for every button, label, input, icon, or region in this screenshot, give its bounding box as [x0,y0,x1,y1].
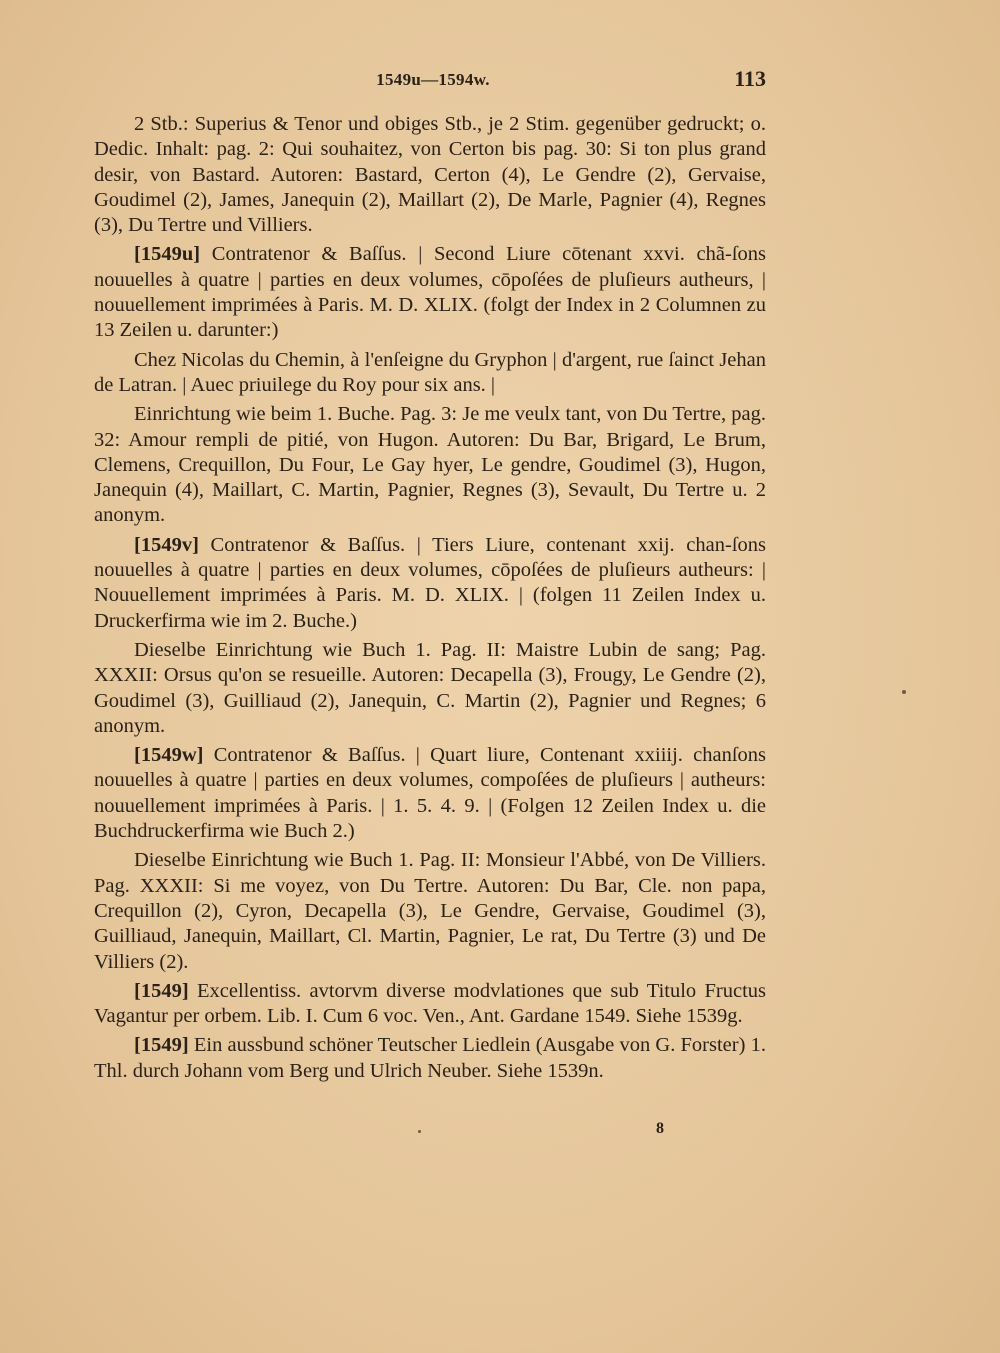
paragraph-text: Chez Nicolas du Chemin, à l'enſeigne du Gryphon | d'argent, rue ſainct Jehan de Latran. | Auec priuilege du Roy pour six ans. | [94,348,766,396]
paragraph-text: Contratenor & Baſſus. | Quart liure, Contenant xxiiij. chanſons nouuelles à quatre | parties en deux volumes, compoſées de pluſieurs | autheurs: nouuellement imprimées à Paris. | 1. 5. 4. 9. | (Folgen 12 Zeilen Index u. die Buchdruckerfirma wie Buch 2.) [94,744,767,843]
paragraph-text: 2 Stb.: Superius & Tenor und obiges Stb., je 2 Stim. gegenüber gedruckt; o. Dedic. Inhalt: pag. 2: Qui souhaitez, von Certon bis pag. 30: Si ton plus grand desir, von Bastard. Autoren: Bastard, Certon (4), Le Gendre (2), Gervaise, Goudimel (2), James, Janequin (2), Maillart (2), De Marle, Pagnier (4), Regnes (3), Du Tertre und Villiers. [94,113,766,237]
running-head: 1549u—1594w. [376,70,490,89]
page-body [94,112,766,1088]
paragraph-text: Dieselbe Einrichtung wie Buch 1. Pag. II: Monsieur l'Abbé, von De Villiers. Pag. XXXII: Si me voyez, von Du Tertre. Autoren: Du Bar, Cle. non papa, Crequillon (2), Cyron, Decapella (3), Le Gendre, Gervaise, Goudimel (3), Guilliaud, Janequin, Maillart, Cl. Martin, Pagnier, Le rat, Du Tertre (3) und De Villiers (2). [94,849,766,973]
entry-1549-excellentiss [94,979,766,1030]
entry-1549v-contents [94,638,766,739]
paragraph-text: Dieselbe Einrichtung wie Buch 1. Pag. II: Maistre Lubin de sang; Pag. XXXII: Orsus qu'on se resueille. Autoren: Decapella (3), Frougy, Le Gendre (2), Goudimel (3), Guilliaud (2), Janequin, C. Martin (2), Pagnier und Regnes; 6 anonym. [94,638,766,737]
paragraph-text: Contratenor & Baſſus. | Second Liure cōtenant xxvi. chã-ſons nouuelles à quatre | parties en deux volumes, cōpoſées de pluſieurs autheurs, | nouuellement imprimées à Paris. M. D. XLIX. (folgt der Index in 2 Columnen zu 13 Zeilen u. darunter:) [94,243,767,342]
entry-1549w [94,743,766,844]
ink-speck [902,690,906,694]
paragraph-continuation [94,112,766,238]
entry-1549w-contents [94,848,766,974]
entry-1549u-imprint [94,348,766,399]
paragraph-text: Excellentiss. avtorvm diverse modvlationes que sub Titulo Fructus Vagantur per orbem. Lib. I. Cum 6 voc. Ven., Ant. Gardane 1549. Siehe 1539g. [94,979,767,1028]
entry-1549u-contents [94,402,766,528]
entry-1549-aussbund [94,1033,766,1084]
entry-1549u [94,242,766,343]
entry-id: [1549] [134,979,189,1002]
ink-speck [418,1130,421,1133]
page-number: 113 [734,66,766,91]
paragraph-text: Contratenor & Baſſus. | Tiers Liure, contenant xxij. chan-ſons nouuelles à quatre | parties en deux volumes, cōpoſées de pluſieurs autheurs: | Nouuellement imprimées à Paris. M. D. XLIX. | (folgen 11 Zeilen Index u. Druckerfirma wie im 2. Buche.) [94,533,767,632]
page-header [100,66,766,96]
paragraph-text: Einrichtung wie beim 1. Buche. Pag. 3: Je me veulx tant, von Du Tertre, pag. 32: Amour rempli de pitié, von Hugon. Autoren: Du Bar, Brigard, Le Brum, Clemens, Crequillon, Du Four, Le Gay hyer, Le gendre, Goudimel (3), Hugon, Janequin (4), Maillart, C. Martin, Pagnier, Regnes (3), Sevault, Du Tertre u. 2 anonym. [94,403,766,527]
entry-id: [1549] [134,1034,189,1057]
entry-id: [1549w] [134,744,204,767]
signature-mark: 8 [656,1120,664,1137]
entry-id: [1549v] [134,533,199,556]
entry-1549v [94,533,766,634]
entry-id: [1549u] [134,243,201,266]
paragraph-text: Ein aussbund schöner Teutscher Liedlein (Ausgabe von G. Forster) 1. Thl. durch Johann vom Berg und Ulrich Neuber. Siehe 1539n. [94,1034,766,1082]
